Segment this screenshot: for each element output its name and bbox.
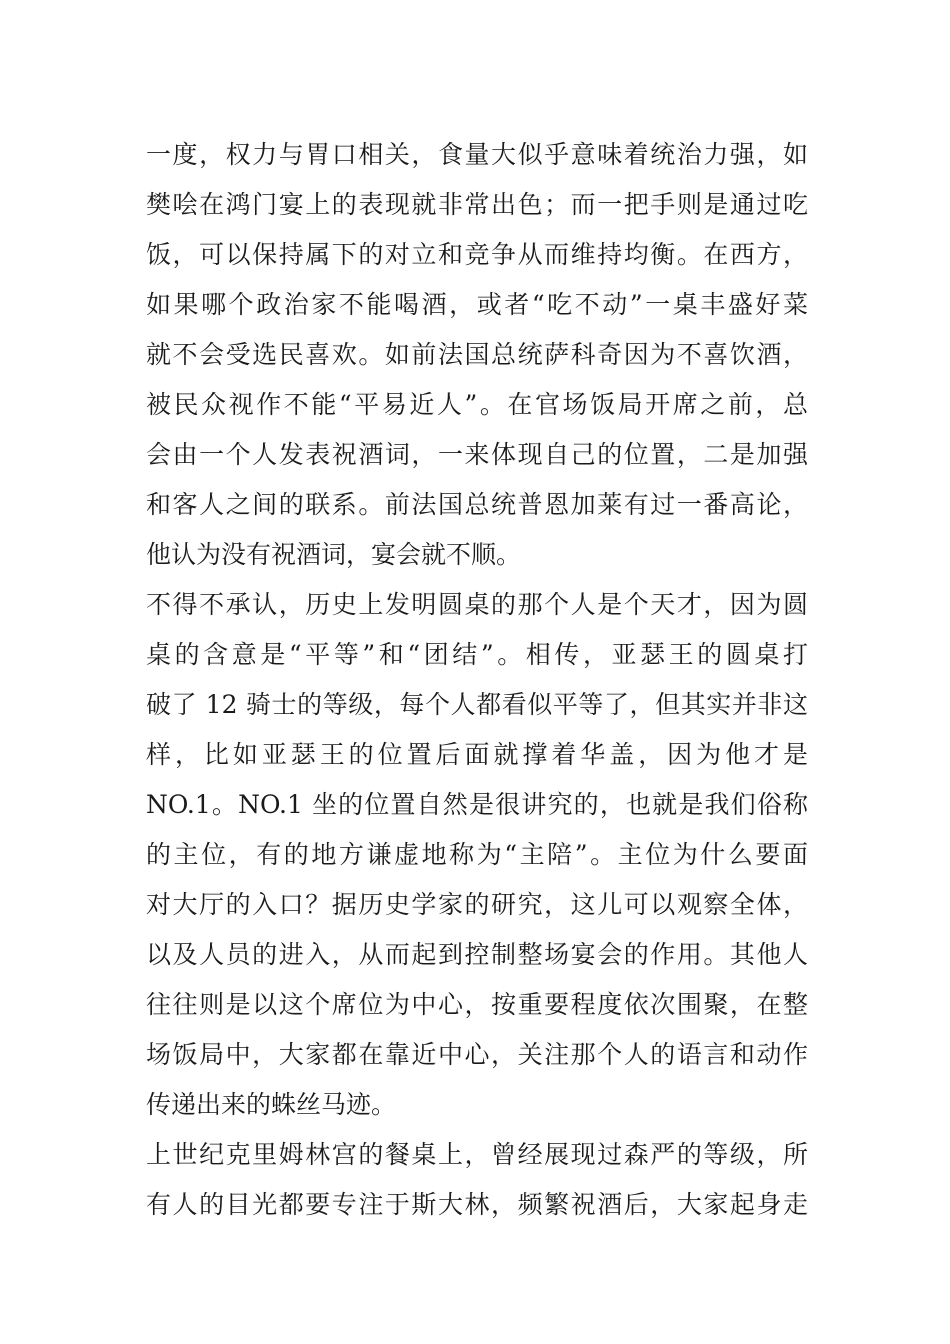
text-line: 桌的含意是“平等”和“团结”。相传，亚瑟王的圆桌打	[146, 640, 808, 669]
text-line: 场饭局中，大家都在靠近中心，关注那个人的语言和动作	[146, 1040, 808, 1069]
text-line: 就不会受选民喜欢。如前法国总统萨科奇因为不喜饮酒，	[146, 340, 808, 369]
text-line: 他认为没有祝酒词，宴会就不顺。	[146, 540, 522, 569]
text-line: 对大厅的入口？据历史学家的研究，这儿可以观察全体，	[146, 890, 808, 919]
text-line: 饭，可以保持属下的对立和竞争从而维持均衡。在西方，	[146, 240, 808, 269]
text-line: 的主位，有的地方谦虚地称为“主陪”。主位为什么要面	[146, 840, 808, 869]
text-line: 樊哙在鸿门宴上的表现就非常出色；而一把手则是通过吃	[146, 190, 808, 219]
paragraph-3	[146, 1130, 808, 1230]
text-line: 如果哪个政治家不能喝酒，或者“吃不动”一桌丰盛好菜	[146, 290, 808, 319]
text-line: 破了 12 骑士的等级，每个人都看似平等了，但其实并非这	[146, 690, 808, 719]
text-line: 以及人员的进入，从而起到控制整场宴会的作用。其他人	[146, 940, 808, 969]
text-line: 上世纪克里姆林宫的餐桌上，曾经展现过森严的等级，所	[146, 1140, 808, 1169]
paragraph-2	[146, 580, 808, 1130]
paragraph-1	[146, 130, 808, 580]
text-line: NO.1。NO.1 坐的位置自然是很讲究的，也就是我们俗称	[146, 790, 808, 819]
text-line: 不得不承认，历史上发明圆桌的那个人是个天才，因为圆	[146, 590, 808, 619]
text-line: 传递出来的蛛丝马迹。	[146, 1090, 397, 1119]
document-body	[146, 130, 808, 1230]
text-line: 有人的目光都要专注于斯大林，频繁祝酒后，大家起身走	[146, 1190, 808, 1219]
text-line: 一度，权力与胃口相关，食量大似乎意味着统治力强，如	[146, 140, 808, 169]
text-line: 被民众视作不能“平易近人”。在官场饭局开席之前，总	[146, 390, 808, 419]
text-line: 和客人之间的联系。前法国总统普恩加莱有过一番高论，	[146, 490, 808, 519]
text-line: 往往则是以这个席位为中心，按重要程度依次围聚，在整	[146, 990, 808, 1019]
text-line: 会由一个人发表祝酒词，一来体现自己的位置，二是加强	[146, 440, 808, 469]
text-line: 样，比如亚瑟王的位置后面就撑着华盖，因为他才是	[146, 740, 808, 769]
